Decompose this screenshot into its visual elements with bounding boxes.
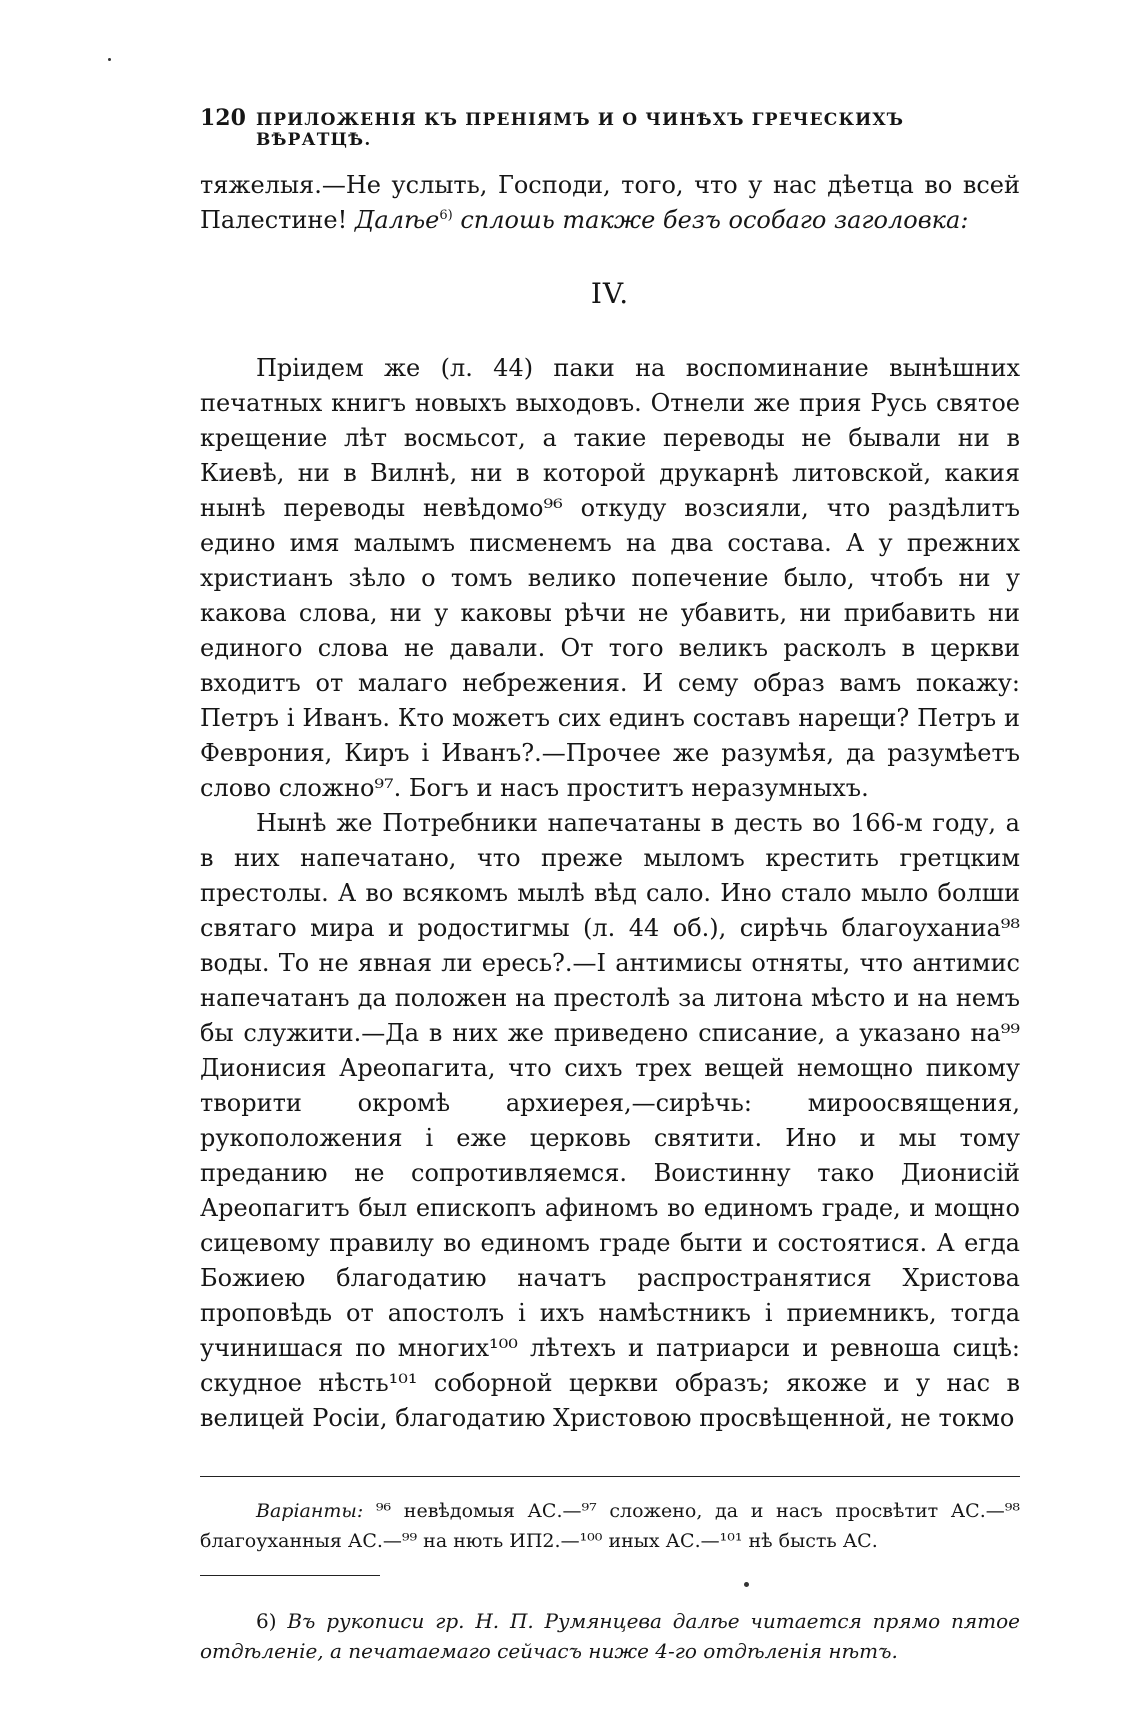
section-heading: IV.	[590, 277, 630, 310]
footnote	[200, 1606, 1020, 1666]
intro-italic-pre: Далѣе	[354, 206, 440, 234]
variants-label: Варіанты:	[256, 1500, 364, 1522]
paragraph-1: Пріидем же (л. 44) паки на воспоминание вынѣшних печатных книгъ новыхъ выходовъ. Отнели же прия Русь святое крещение лѣт восмьсот, а такие переводы не бывали ни в Киевѣ, ни в Вилнѣ, ни в которой друкарнѣ литовской, какия нынѣ переводы невѣдомо⁹⁶ откуду возсияли, что раздѣлитъ едино имя малымъ писменемъ на два состава. А у прежних христианъ зѣло о томъ велико попечение было, чтобъ ни у какова слова, ни у каковы рѣчи не убавить, ни прибавить ни единого слова не давали. От того великъ расколъ в церкви входитъ от малаго небрежения. И сему образ вамъ покажу: Петръ і Иванъ. Кто можетъ сих единъ составъ нарещи? Петръ и Феврония, Киръ і Иванъ?.—Прочее же разумѣя, да разумѣетъ слово сложно⁹⁷. Богъ и насъ проститъ неразумныхъ.	[200, 354, 1020, 802]
intro-paragraph	[200, 168, 1020, 238]
print-speck	[108, 58, 111, 61]
main-text	[200, 168, 1020, 1436]
intro-text: тяжелыя.—Не услыть, Господи, того, что у нас дѣетца во всей Палестине!	[200, 171, 1020, 234]
running-title: ПРИЛОЖЕНІЯ КЪ ПРЕНІЯМЪ И О ЧИНѢХЪ ГРЕЧЕСКИХЪ ВѢРАТЦѢ.	[255, 110, 905, 150]
intro-italic-post: сплошь также безъ особаго заголовка:	[460, 206, 969, 234]
variants-text: ⁹⁶ невѣдомыя АС.—⁹⁷ сложено, да и насъ просвѣтит АС.—⁹⁸ благоуханныя АС.—⁹⁹ на нють ИП2.—¹⁰⁰ иных АС.—¹⁰¹ нѣ бысть АС.	[200, 1500, 1020, 1552]
document-page	[200, 105, 1020, 1686]
print-speck	[744, 1582, 749, 1587]
running-header	[200, 105, 1020, 150]
page-number: 120	[200, 105, 246, 131]
variants-apparatus	[200, 1496, 1020, 1556]
footnote-marker: 6)	[256, 1609, 277, 1633]
variants-divider	[200, 1476, 1020, 1477]
footnote-text: Въ рукописи гр. Н. П. Румянцева далѣе читается прямо пятое отдѣленіе, а печатаемаго сейчасъ ниже 4-го отдѣленія нѣтъ.	[200, 1609, 1021, 1663]
intro-note-mark: 6)	[439, 208, 453, 223]
footnote-divider	[200, 1575, 380, 1576]
paragraph-2: Нынѣ же Потребники напечатаны в десть во 166-м году, а в них напечатано, что преже мыломъ крестить гретцким престолы. А во всякомъ мылѣ вѣд сало. Ино стало мыло болши святаго мира и родостигмы (л. 44 об.), сирѣчь благоуханиа⁹⁸ воды. То не явная ли ересь?.—І антимисы отняты, что антимис напечатанъ да положен на престолѣ за литона мѣсто и на немъ бы служити.—Да в них же приведено списание, а указано на⁹⁹ Дионисия Ареопагита, что сихъ трех вещей немощно пикому творити окромѣ архиерея,—сирѣчь: мироосвящения, рукоположения і еже церковь святити. Ино и мы тому преданию не сопротивляемся. Воистинну тако Дионисій Ареопагитъ был епископъ афиномъ во единомъ граде, и мощно сицевому правилу во единомъ граде быти и состоятися. А егда Божиею благодатию начатъ распространятися Христова проповѣдь от апостолъ і ихъ намѣстникъ і приемникъ, тогда учинишася по многих¹⁰⁰ лѣтехъ и патриарси и ревноша сицѣ: скудное нѣсть¹⁰¹ соборной церкви образъ; якоже и у нас в велицей Росіи, благодатию Христовою просвѣщенной, не токмо	[200, 809, 1020, 1432]
